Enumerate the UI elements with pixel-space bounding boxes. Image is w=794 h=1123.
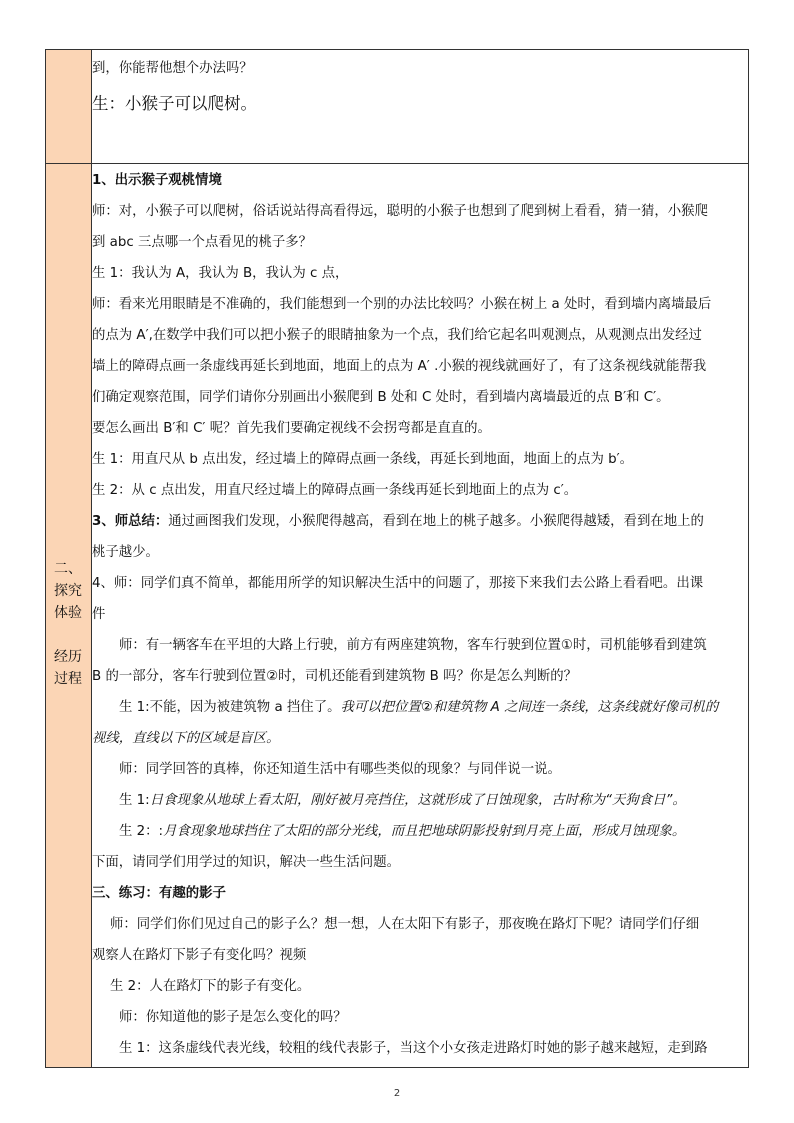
section-side-label xyxy=(45,558,91,690)
text-line: 到，你能帮他想个办法吗？ xyxy=(92,61,253,76)
text-line: 视线，直线以下的区域是盲区。 xyxy=(92,731,280,746)
text-line: 们确定观察范围，同学们请你分别画出小猴爬到 B 处和 C 处时，看到墙内离墙最近的点 B′和 C′。 xyxy=(92,390,670,405)
page-number: 2 xyxy=(393,1088,401,1099)
side-label-part: 二、 xyxy=(54,561,82,577)
answer-text: 生 2：: xyxy=(119,824,164,839)
table-row xyxy=(46,164,749,1068)
text-line: 要怎么画出 B′和 C′ 呢？首先我们要确定视线不会拐弯都是直直的。 xyxy=(92,421,491,436)
text-line: 师：看来光用眼睛是不准确的，我们能想到一个别的办法比较吗？小猴在树上 a 处时，看到墙内离墙最后 xyxy=(92,297,712,312)
table-row xyxy=(46,50,749,164)
text-line: 师：同学回答的真棒，你还知道生活中有哪些类似的现象？与同伴说一说。 xyxy=(119,762,561,777)
answer-italic: 月食现象地球挡住了太阳的部分光线，而且把地球阴影投射到月亮上面，形成月蚀现象。 xyxy=(163,824,686,839)
text-line: 师：对，小猴子可以爬树，俗话说站得高看得远，聪明的小猴子也想到了爬到树上看看，猜一猜，小猴爬 xyxy=(92,204,708,219)
answer-text: 生 1: xyxy=(119,793,150,808)
section-heading: 三、练习：有趣的影子 xyxy=(92,886,226,901)
side-label-gap xyxy=(45,624,91,646)
text-line: 的点为 A′,在数学中我们可以把小猴子的眼睛抽象为一个点，我们给它起名叫观测点，从观测点出发经过 xyxy=(92,328,702,343)
side-label-part: 过程 xyxy=(54,671,82,687)
text-line xyxy=(92,692,748,723)
text-line: 生 1：用直尺从 b 点出发，经过墙上的障碍点画一条线，再延长到地面，地面上的点为 b′。 xyxy=(92,452,634,467)
text-line: 生 2：从 c 点出发，用直尺经过墙上的障碍点画一条线再延长到地面上的点为 c′。 xyxy=(92,483,578,498)
text-line: 生 2：人在路灯下的影子有变化。 xyxy=(110,979,311,994)
text-line: 到 abc 三点哪一个点看见的桃子多？ xyxy=(92,235,313,250)
summary-label: 3、师总结： xyxy=(92,514,169,529)
text-line: 师：你知道他的影子是怎么变化的吗？ xyxy=(119,1010,347,1025)
text-line: 师：有一辆客车在平坦的大路上行驶，前方有两座建筑物，客车行驶到位置①时，司机能够看到建筑 xyxy=(119,638,707,653)
answer-italic: 日食现象从地球上看太阳，刚好被月亮挡住，这就形成了日蚀现象，古时称为“天狗食日”。 xyxy=(149,793,686,808)
lesson-plan-table xyxy=(45,49,749,1068)
side-cell xyxy=(46,50,92,164)
text-line: 下面，请同学们用学过的知识，解决一些生活问题。 xyxy=(92,855,400,870)
text-line: 师：同学们你们见过自己的影子么？想一想，人在太阳下有影子，那夜晚在路灯下呢？请同学们仔细 xyxy=(110,917,700,932)
side-label-part: 经历 xyxy=(54,649,82,665)
answer-text: 生 1:不能，因为被建筑物 a 挡住了。 xyxy=(119,700,341,715)
text-line: 桃子越少。 xyxy=(92,545,159,560)
text-line: B 的一部分，客车行驶到位置②时，司机还能看到建筑物 B 吗？你是怎么判断的？ xyxy=(92,669,578,684)
text-line: 生 1：这条虚线代表光线，较粗的线代表影子，当这个小女孩走进路灯时她的影子越来越短，走到路 xyxy=(119,1041,708,1056)
side-label-part: 探究 xyxy=(54,583,82,599)
side-label-part: 体验 xyxy=(54,605,82,621)
text-line xyxy=(92,506,748,537)
text-line: 墙上的障碍点画一条虚线再延长到地面，地面上的点为 A′ .小猴的视线就画好了，有了这条视线就能帮我 xyxy=(92,359,707,374)
text-line: 件 xyxy=(92,607,106,622)
text-line: 生 1：我认为 A，我认为 B，我认为 c 点， xyxy=(92,266,349,281)
text-line: 4、师：同学们真不简单，都能用所学的知识解决生活中的问题了，那接下来我们去公路上看看吧。出课 xyxy=(92,576,704,591)
section-heading: 1、出示猴子观桃情境 xyxy=(92,173,222,188)
text-line xyxy=(92,785,748,816)
content-cell xyxy=(92,50,749,164)
text-line xyxy=(92,816,748,847)
content-cell xyxy=(92,164,749,1068)
text-line: 观察人在路灯下影子有变化吗？视频 xyxy=(92,948,307,963)
answer-italic: 我可以把位置②和建筑物 A 之间连一条线，这条线就好像司机的 xyxy=(340,700,719,715)
student-answer: 生：小猴子可以爬树。 xyxy=(92,94,257,113)
summary-text: 通过画图我们发现，小猴爬得越高，看到在地上的桃子越多。小猴爬得越矮，看到在地上的 xyxy=(168,514,704,529)
